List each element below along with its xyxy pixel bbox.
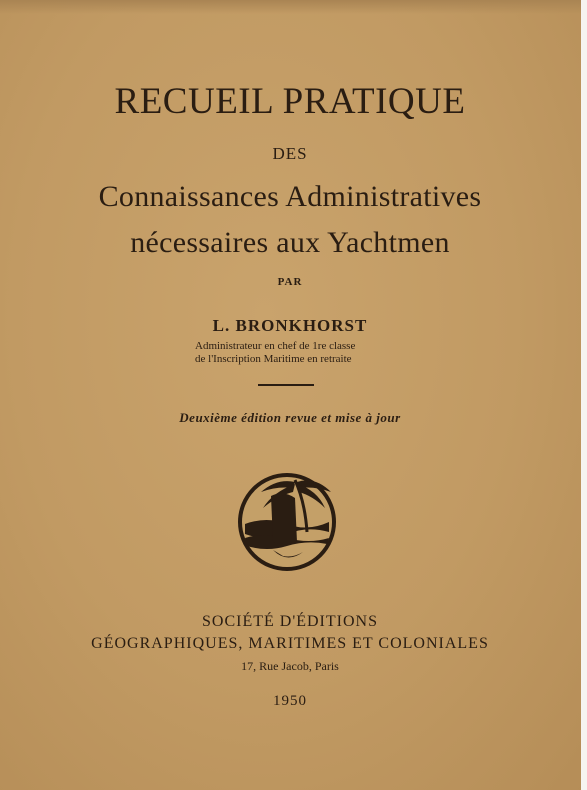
publisher-address: 17, Rue Jacob, Paris <box>241 659 339 673</box>
author-role-line-1: Administrateur en chef de 1re classe <box>195 340 356 352</box>
title-line-2: DES <box>272 144 308 163</box>
publisher-line-1: SOCIÉTÉ D'ÉDITIONS <box>202 613 378 630</box>
author-role-line-2: de l'Inscription Maritime en retraite <box>195 353 352 365</box>
palm-sailboat-emblem-icon <box>237 472 337 572</box>
publication-year: 1950 <box>273 693 307 709</box>
title-line-1: RECUEIL PRATIQUE <box>114 81 466 122</box>
by-label: PAR <box>277 276 303 288</box>
divider-rule <box>258 384 314 386</box>
author-name: L. BRONKHORST <box>212 316 368 335</box>
publisher-line-2: GÉOGRAPHIQUES, MARITIMES ET COLONIALES <box>91 635 489 652</box>
top-stain <box>0 0 587 14</box>
title-line-4: nécessaires aux Yachtmen <box>130 226 450 259</box>
page-edge <box>581 0 587 790</box>
title-line-3: Connaissances Administratives <box>98 180 482 213</box>
edition-note: Deuxième édition revue et mise à jour <box>179 410 401 425</box>
